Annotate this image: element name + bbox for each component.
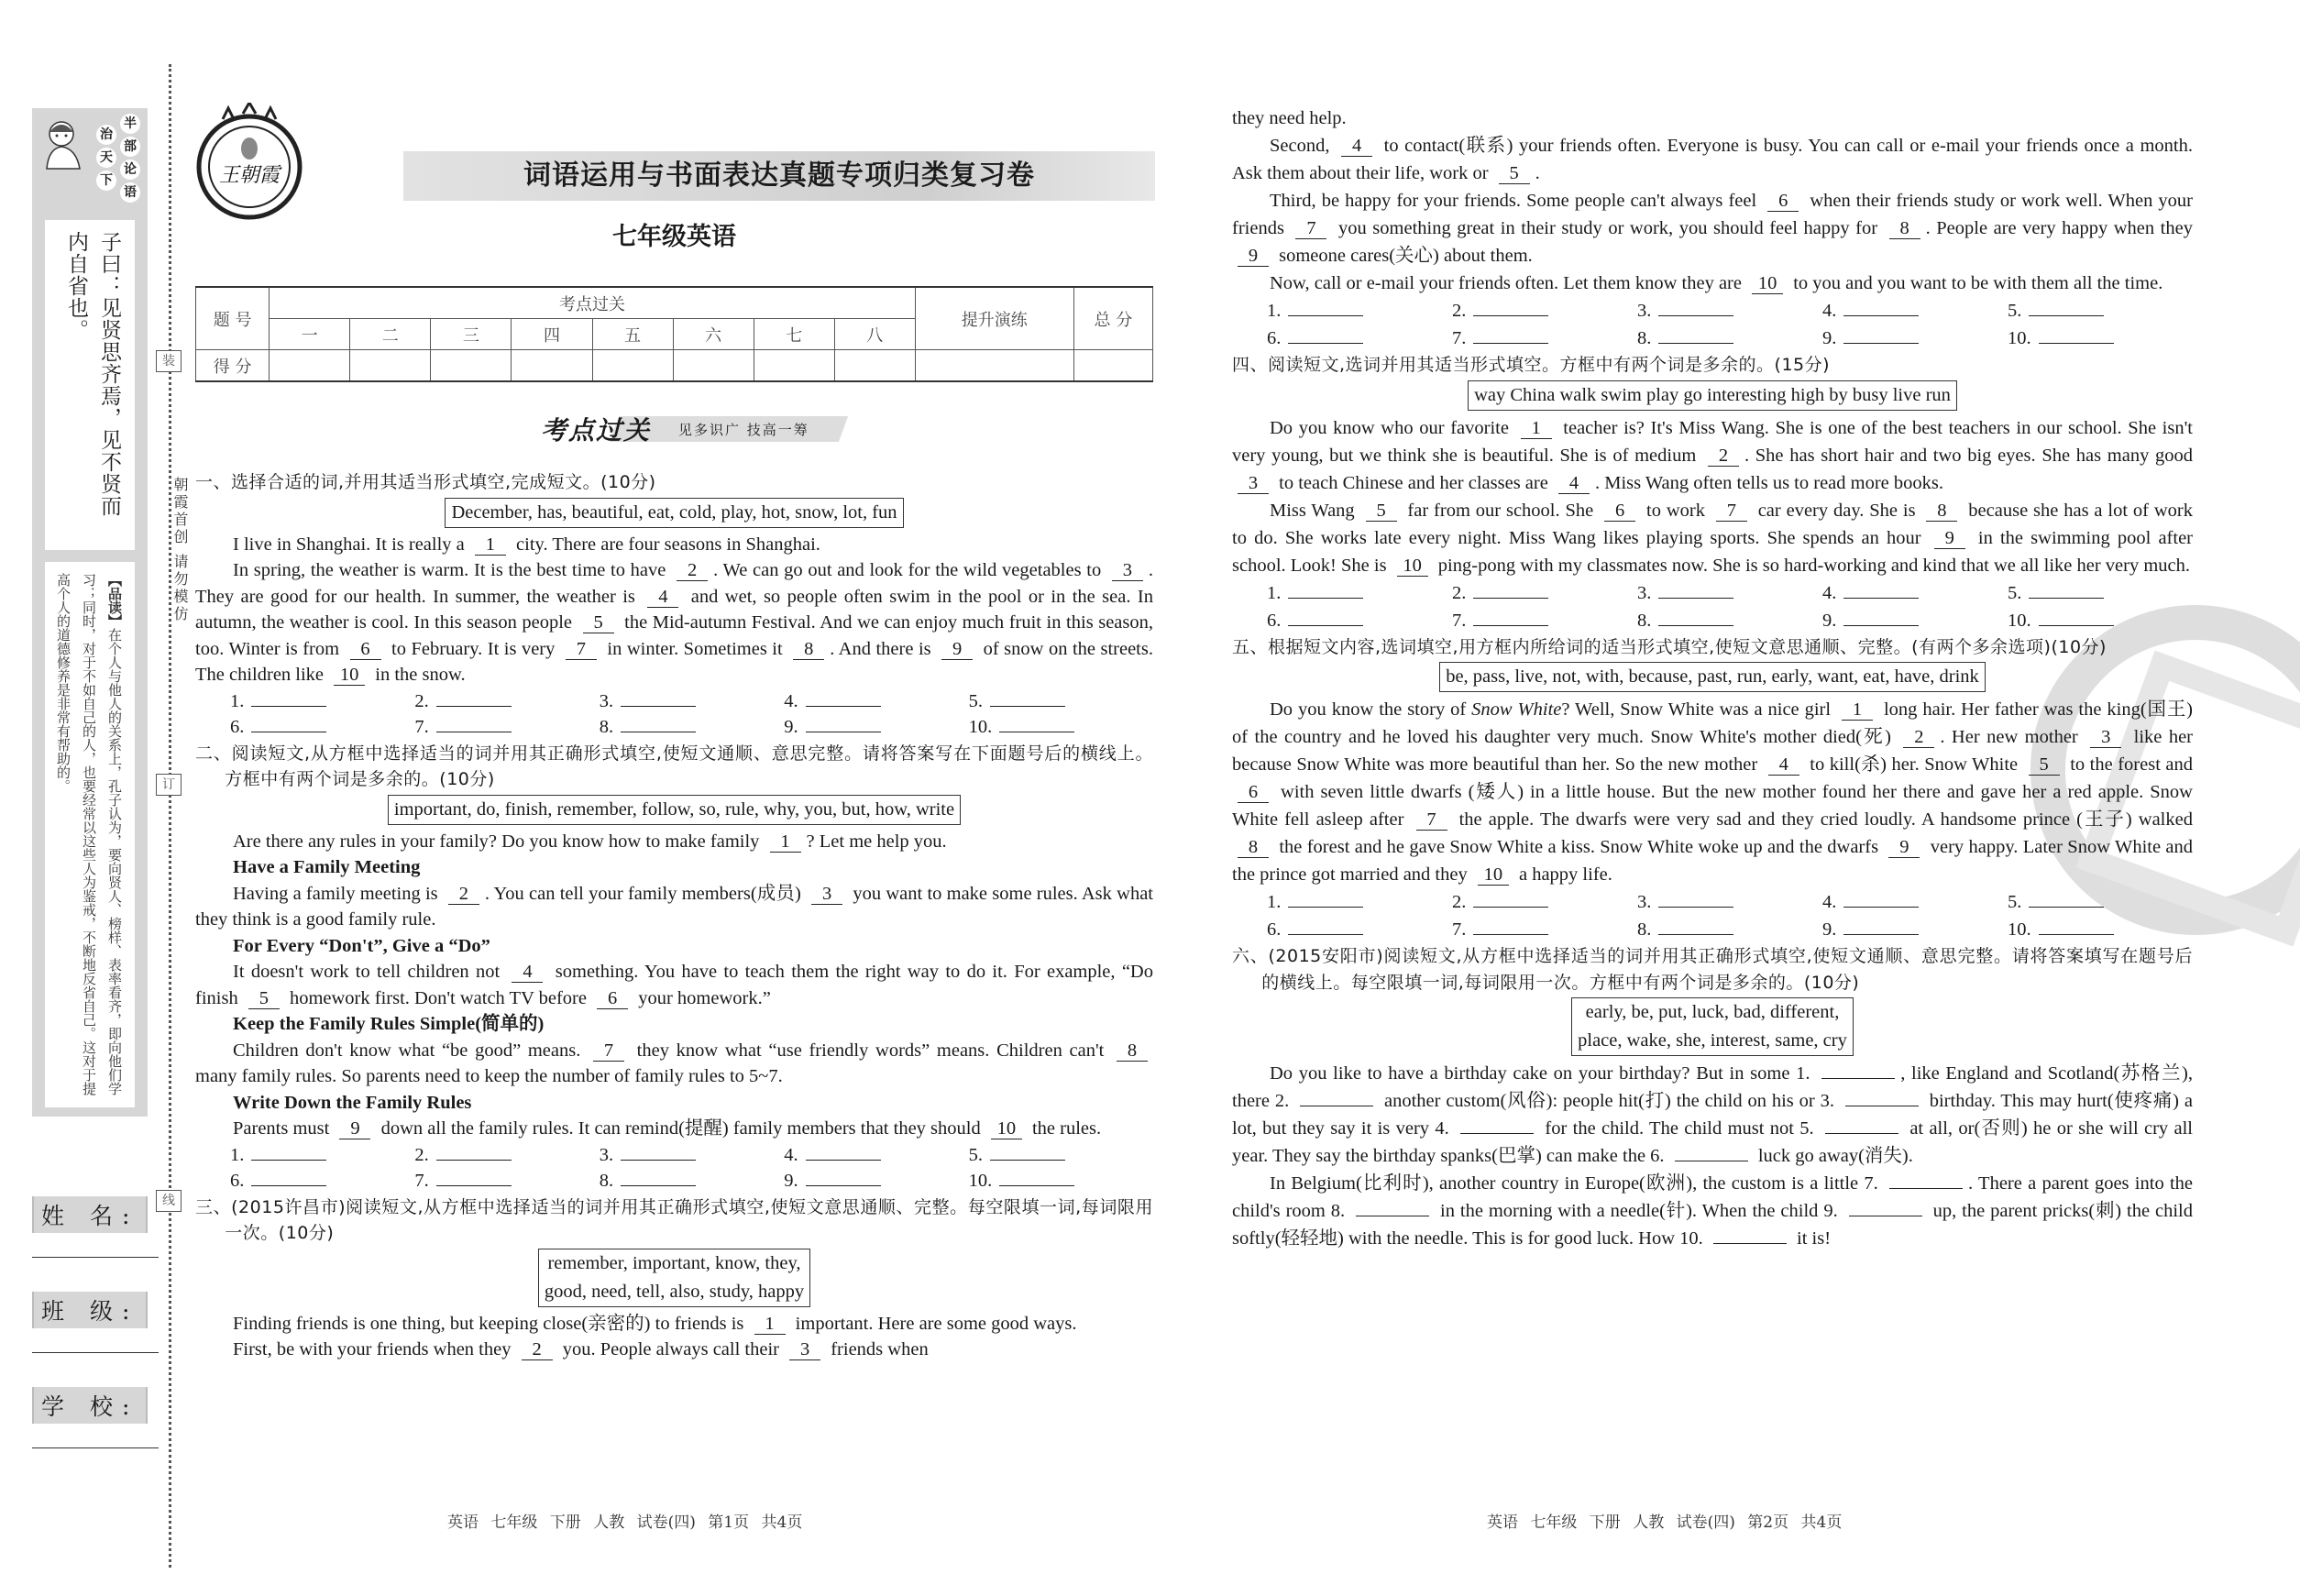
- answer-blank[interactable]: 3: [1238, 473, 1269, 494]
- answer-slot[interactable]: 2.: [1452, 579, 1637, 607]
- answer-slot[interactable]: 8.: [1637, 916, 1822, 943]
- answer-slot[interactable]: 1.: [230, 688, 414, 715]
- answer-blank[interactable]: 7: [593, 1040, 624, 1062]
- answer-slot[interactable]: 2.: [1452, 297, 1637, 325]
- word-bank-line: remember, important, know, they,: [547, 1252, 801, 1273]
- answer-line[interactable]: [806, 715, 881, 732]
- answer-blank[interactable]: 3: [1112, 560, 1143, 581]
- score-cell[interactable]: [512, 350, 592, 382]
- answer-slot[interactable]: 4.: [784, 688, 968, 715]
- passage-paragraph: Miss Wang 5 far from our school. She 6 to work 7 car every day. She is 8 because she has a lot of work to do. She works late every night. Miss Wang likes playing sports. She spends an hour 9 in the swimming pool after school. Look! She is 10 ping-pong with my classmates now. She is so hard-working and kind that we all like her very much.: [1232, 500, 2194, 576]
- section-column-1: 一: [270, 319, 350, 350]
- reading-label: 【品读】: [106, 573, 123, 628]
- score-cell[interactable]: [673, 350, 754, 382]
- answer-line[interactable]: [436, 689, 512, 707]
- answer-row: [195, 1142, 1153, 1194]
- passage-paragraph: Do you know the story of Snow White? Well, Snow White was a nice girl 1 long hair. Her father was the king(国王) of the country and he loved his daughter very much. Snow White's mother died(死) 2 . Her new mother 3 like her because Snow White was more beautiful than her. So the new mother 4 to kill(杀) her. Snow White 5 to the forest and 6 with seven little dwarfs (矮人) in a little house. But the new mother found her there and gave her a red apple. Snow White fell asleep after 7 the apple. The dwarfs were very sad and they cried loudly. A handsome prince (王子) walked 8 the forest and he gave Snow White a kiss. Snow White woke up and the dwarfs 9 very happy. Later Snow White and the prince got married and they 10 a happy life.: [1232, 699, 2194, 885]
- answer-slot[interactable]: 5.: [969, 1142, 1153, 1169]
- answer-line[interactable]: [999, 1169, 1074, 1186]
- passage-paragraph: In spring, the weather is warm. It is the best time to have 2 . We can go out and look for the wild vegetables to 3 . They are good for our health. In summer, the weather is 4 and wet, so people often swim in the pool or in the sea. In autumn, the weather is cool. In this season people 5 the Mid-autumn Festival. And we can enjoy much fruit in this season, too. Winter is from 6 to February. It is very 7 in winter. Sometimes it 8 . And there is 9 of snow on the streets. The children like 10 in the snow.: [195, 560, 1154, 685]
- subheading: Keep the Family Rules Simple(简单的): [233, 1014, 545, 1034]
- answer-line[interactable]: [621, 689, 696, 707]
- answer-blank[interactable]: 1: [770, 831, 801, 853]
- answer-slot[interactable]: 7.: [1452, 916, 1637, 943]
- answer-blank[interactable]: 1: [1521, 418, 1552, 439]
- answer-blank[interactable]: 3: [2090, 727, 2121, 748]
- answer-blank[interactable]: 2: [522, 1339, 553, 1360]
- answer-slot[interactable]: 1.: [230, 1142, 414, 1169]
- group-label: 考点过关: [270, 287, 916, 319]
- answer-blank[interactable]: 6: [1238, 782, 1269, 803]
- passage-paragraph: Are there any rules in your family? Do you know how to make family 1 ? Let me help you.: [233, 831, 947, 852]
- answer-line[interactable]: [806, 1143, 881, 1161]
- answer-line[interactable]: [621, 1143, 696, 1161]
- answer-row: [1232, 297, 2193, 352]
- answer-line[interactable]: [2029, 581, 2104, 599]
- answer-blank[interactable]: 5: [583, 612, 614, 633]
- passage-paragraph: I live in Shanghai. It is really a 1 city. There are four seasons in Shanghai.: [233, 534, 820, 555]
- answer-line[interactable]: [1288, 918, 1363, 935]
- motto-char: 语: [120, 182, 140, 203]
- motto-char: 治: [96, 125, 116, 145]
- section-column-3: 三: [431, 319, 512, 350]
- reading-box: [45, 562, 135, 1107]
- motto-char: 部: [120, 137, 140, 157]
- answer-line[interactable]: [251, 715, 326, 732]
- answer-slot[interactable]: 5.: [2008, 579, 2193, 607]
- score-cell[interactable]: [834, 350, 915, 382]
- banner-title: 考点过关: [541, 415, 652, 446]
- answer-slot[interactable]: 9.: [784, 714, 968, 741]
- passage-paragraph: First, be with your friends when they 2 you. People always call their 3 friends when: [233, 1339, 929, 1359]
- answer-blank[interactable]: 2: [1903, 727, 1934, 748]
- answer-slot[interactable]: 8.: [1637, 325, 1822, 352]
- answer-line[interactable]: [2029, 890, 2104, 908]
- word-bank: [1232, 380, 2193, 411]
- answer-slot[interactable]: 3.: [600, 1142, 784, 1169]
- answer-slot[interactable]: 10.: [2008, 607, 2193, 634]
- word-bank-box: [1468, 380, 1957, 411]
- answer-blank[interactable]: 4: [1768, 754, 1799, 776]
- answer-slot[interactable]: 2.: [414, 688, 599, 715]
- answer-line[interactable]: [1288, 581, 1363, 599]
- word-bank-line: good, need, tell, also, study, happy: [544, 1281, 805, 1302]
- confucius-cartoon-icon: [39, 116, 89, 171]
- subheading: For Every “Don't”, Give a “Do”: [233, 935, 490, 956]
- answer-line[interactable]: [1473, 609, 1548, 626]
- passage-paragraph: Finding friends is one thing, but keeping close(亲密的) to friends is 1 important. Here are some good ways.: [233, 1313, 1077, 1334]
- answer-line[interactable]: [1843, 890, 1919, 908]
- passage-paragraph: In Belgium(比利时), another country in Europe(欧洲), the custom is a little 7. . There a parent goes into the child's room 8. in the morning with a needle(针). When the child 9. up, the parent pricks(刺) the child softly(轻轻地) with the needle. This is for good luck. How 10. it is!: [1232, 1173, 2193, 1249]
- score-cell[interactable]: [431, 350, 512, 382]
- binding-mark-ding: 订: [156, 774, 182, 796]
- passage-paragraph: they need help.: [1232, 108, 1347, 128]
- answer-slot[interactable]: 9.: [1822, 325, 2008, 352]
- answer-line[interactable]: [1658, 299, 1733, 316]
- answer-line[interactable]: [2039, 918, 2114, 935]
- answer-line[interactable]: [1843, 609, 1919, 626]
- class-line[interactable]: [32, 1352, 159, 1353]
- passage-paragraph: Having a family meeting is 2 . You can tell your family members(成员) 3 you want to make some rules. Ask what they think is a good family rule.: [195, 883, 1153, 930]
- answer-line[interactable]: [251, 1169, 326, 1186]
- passage-paragraph: Third, be happy for your friends. Some people can't always feel 6 when their friends study or work well. When your friends 7 you something great in their study or work, you should feel happy for 8 . People are very happy when they 9 someone cares(关心) about them.: [1232, 191, 2193, 266]
- binding-dotted-line: [169, 64, 171, 1568]
- answer-line[interactable]: [990, 1143, 1065, 1161]
- answer-line[interactable]: [1658, 581, 1733, 599]
- score-cell[interactable]: [350, 350, 431, 382]
- answer-blank[interactable]: 1: [1842, 699, 1873, 721]
- copyright-notice: 朝霞首创 请勿模仿: [171, 477, 189, 624]
- answer-slot[interactable]: 9.: [1822, 607, 2008, 634]
- answer-blank[interactable]: 6: [350, 639, 381, 660]
- name-label: 姓 名:: [32, 1196, 148, 1233]
- answer-line[interactable]: [806, 1169, 881, 1186]
- section-heading: 一、选择合适的词,并用其适当形式填空,完成短文。(10分): [195, 472, 656, 492]
- passage-paragraph: Do you like to have a birthday cake on your birthday? But in some 1. , like England and Scotland(苏格兰), there 2. another custom(风俗): people hit(打) the child on his or 3. birthday. This may hurt(使疼痛) a lot, but they say it is very 4. for the child. The child must not 5. at all, or(否则) he or she will cry all year. They say the birthday spanks(巴掌) can make the 6. luck go away(消失).: [1232, 1063, 2193, 1166]
- answer-line[interactable]: [1473, 326, 1548, 344]
- answer-blank[interactable]: 8: [1238, 837, 1269, 858]
- section-heading: 三、(2015许昌市)阅读短文,从方框中选择适当的词并用其正确形式填空,使短文意思通顺、完整。每空限填一词,每词限用一次。(10分): [195, 1196, 1153, 1243]
- answer-slot[interactable]: 9.: [1822, 916, 2008, 943]
- answer-blank[interactable]: [1713, 1243, 1787, 1244]
- passage-paragraph: Second, 4 to contact(联系) your friends often. Everyone is busy. You can call or e-mail your friends once a month. Ask them about their life, work or 5 .: [1232, 136, 2193, 183]
- answer-line[interactable]: [1288, 890, 1363, 908]
- answer-blank[interactable]: 10: [1752, 273, 1783, 294]
- section-heading: 二、阅读短文,从方框中选择适当的词并用其正确形式填空,使短文通顺、意思完整。请将答案写在下面题号后的横线上。方框中有两个词是多余的。(10分): [195, 743, 1153, 789]
- motto-char: 下: [96, 171, 116, 191]
- answer-blank[interactable]: 8: [793, 639, 824, 660]
- word-bank-box: [388, 795, 961, 825]
- answer-slot[interactable]: 9.: [784, 1168, 968, 1194]
- word-bank-line: December, has, beautiful, eat, cold, play, hot, snow, lot, fun: [451, 501, 897, 523]
- answer-line[interactable]: [1473, 581, 1548, 599]
- class-field[interactable]: [32, 1292, 159, 1328]
- section-column-2: 二: [350, 319, 431, 350]
- answer-line[interactable]: [2029, 299, 2104, 316]
- answer-blank[interactable]: [1821, 1078, 1895, 1079]
- answer-slot[interactable]: 7.: [414, 714, 599, 741]
- word-bank: [195, 498, 1153, 528]
- answer-line[interactable]: [1473, 890, 1548, 908]
- section-column-8: 八: [834, 319, 915, 350]
- answer-line[interactable]: [621, 715, 696, 732]
- answer-line[interactable]: [1658, 918, 1733, 935]
- brand-logo: [195, 103, 303, 220]
- answer-row: [195, 688, 1153, 741]
- section-column-5: 五: [592, 319, 673, 350]
- answer-blank[interactable]: 7: [566, 639, 597, 660]
- answer-slot[interactable]: 10.: [969, 1168, 1153, 1194]
- answer-blank[interactable]: 4: [1558, 473, 1590, 494]
- answer-blank[interactable]: 5: [1366, 501, 1397, 522]
- answer-slot[interactable]: 8.: [600, 1168, 784, 1194]
- answer-blank[interactable]: 6: [597, 988, 628, 1009]
- answer-line[interactable]: [1843, 299, 1919, 316]
- answer-line[interactable]: [1843, 326, 1919, 344]
- answer-blank[interactable]: 6: [1604, 501, 1635, 522]
- score-cell[interactable]: [592, 350, 673, 382]
- answer-slot[interactable]: 3.: [1637, 579, 1822, 607]
- answer-slot[interactable]: 6.: [230, 714, 414, 741]
- right-column: [1232, 105, 2193, 1252]
- answer-blank[interactable]: 4: [1341, 136, 1372, 157]
- section-heading: 四、阅读短文,选词并用其适当形式填空。方框中有两个词是多余的。(15分): [1232, 355, 1831, 375]
- answer-slot[interactable]: 1.: [1267, 297, 1452, 325]
- passage-paragraph: Do you know who our favorite 1 teacher is? It's Miss Wang. She is one of the best teachers in our school. She isn't very young, but we think she is beautiful. She is of medium 2 . She has short hair and two big eyes. She has many good 3 to teach Chinese and her classes are 4 . Miss Wang often tells us to read more books.: [1232, 417, 2193, 493]
- answer-slot[interactable]: 6.: [1267, 916, 1452, 943]
- answer-blank[interactable]: 4: [647, 587, 678, 608]
- answer-slot[interactable]: 4.: [784, 1142, 968, 1169]
- answer-slot[interactable]: 2.: [414, 1142, 599, 1169]
- italic-title: Snow White: [1471, 699, 1562, 720]
- passage-paragraph: Children don't know what “be good” means. 7 they know what “use friendly words” means. Children can't 8 many family rules. So parents need to keep the number of family rules to 5~7.: [195, 1038, 1153, 1090]
- confucius-quote: 子曰：见贤思齐焉，见不贤而内自省也。: [64, 231, 121, 517]
- answer-blank[interactable]: 1: [754, 1314, 786, 1335]
- answer-blank[interactable]: [1825, 1133, 1898, 1134]
- answer-blank[interactable]: [1889, 1188, 1963, 1189]
- answer-line[interactable]: [1288, 326, 1363, 344]
- answer-slot[interactable]: 4.: [1822, 579, 2008, 607]
- answer-slot[interactable]: 10.: [2008, 325, 2193, 352]
- answer-line[interactable]: [436, 1169, 512, 1186]
- row-label-score: 得 分: [196, 350, 270, 382]
- answer-slot[interactable]: 3.: [600, 688, 784, 715]
- answer-blank[interactable]: 5: [1499, 163, 1530, 184]
- answer-blank[interactable]: 3: [789, 1339, 820, 1360]
- total-label: 总 分: [1073, 287, 1152, 350]
- word-bank-box: [445, 498, 903, 528]
- answer-line[interactable]: [1288, 609, 1363, 626]
- answer-blank[interactable]: 2: [1708, 446, 1739, 467]
- answer-slot[interactable]: 7.: [1452, 607, 1637, 634]
- answer-line[interactable]: [251, 689, 326, 707]
- answer-blank[interactable]: 3: [811, 884, 842, 905]
- answer-blank[interactable]: 5: [2029, 754, 2060, 776]
- answer-slot[interactable]: 6.: [1267, 607, 1452, 634]
- answer-blank[interactable]: 1: [475, 534, 506, 556]
- answer-slot[interactable]: 4.: [1822, 888, 2008, 916]
- class-label: 班 级:: [32, 1292, 148, 1328]
- section-column-6: 六: [673, 319, 754, 350]
- answer-blank[interactable]: 10: [991, 1118, 1022, 1139]
- answer-slot[interactable]: 7.: [1452, 325, 1637, 352]
- answer-blank[interactable]: 10: [334, 665, 365, 686]
- answer-blank[interactable]: 9: [339, 1118, 370, 1139]
- name-field[interactable]: [32, 1196, 159, 1233]
- section-column-7: 七: [754, 319, 834, 350]
- footer-page-2: 英语 七年级 下册 人教 试卷(四) 第2页 共4页: [1487, 1513, 1843, 1532]
- word-bank-line: important, do, finish, remember, follow, so, rule, why, you, but, how, write: [393, 798, 955, 820]
- answer-line[interactable]: [2039, 609, 2114, 626]
- score-table: [195, 286, 1153, 382]
- word-bank-line: early, be, put, luck, bad, different,: [1585, 1002, 1840, 1022]
- sidebar-panel: [32, 108, 148, 1117]
- answer-line[interactable]: [251, 1143, 326, 1161]
- word-bank-box: [538, 1249, 810, 1307]
- answer-line[interactable]: [1843, 918, 1919, 935]
- answer-line[interactable]: [1843, 581, 1919, 599]
- passage-paragraph: Parents must 9 down all the family rules. It can remind(提醒) family members that they should 10 the rules.: [233, 1118, 1102, 1139]
- answer-line[interactable]: [999, 715, 1074, 732]
- section-heading: 六、(2015安阳市)阅读短文,从方框中选择适当的词并用其正确形式填空,使短文通顺、意思完整。请将答案填写在题号后的横线上。每空限填一词,每词限用一次。方框中有两个词是多余的。(10分): [1232, 946, 2193, 993]
- answer-line[interactable]: [1658, 609, 1733, 626]
- answer-line[interactable]: [436, 715, 512, 732]
- answer-slot[interactable]: 6.: [230, 1168, 414, 1194]
- reading-text: [50, 573, 127, 1095]
- motto-char: 半: [120, 114, 140, 134]
- left-column: [195, 469, 1153, 1363]
- answer-slot[interactable]: 5.: [969, 688, 1153, 715]
- logo-text: 王朝霞: [218, 164, 281, 187]
- word-bank: [195, 795, 1153, 825]
- answer-blank[interactable]: 4: [512, 962, 543, 983]
- answer-slot[interactable]: 6.: [1267, 325, 1452, 352]
- answer-slot[interactable]: 5.: [2008, 888, 2193, 916]
- answer-line[interactable]: [1473, 299, 1548, 316]
- answer-blank[interactable]: 9: [1888, 837, 1920, 858]
- subheading: Have a Family Meeting: [233, 857, 421, 877]
- quote-box: [45, 220, 135, 550]
- answer-blank[interactable]: 6: [1767, 191, 1799, 212]
- answer-slot[interactable]: 3.: [1637, 888, 1822, 916]
- answer-blank[interactable]: 7: [1416, 809, 1447, 831]
- section-banner: [541, 411, 857, 446]
- answer-slot[interactable]: 1.: [1267, 579, 1452, 607]
- answer-blank[interactable]: 9: [1934, 528, 1965, 549]
- answer-line[interactable]: [2039, 326, 2114, 344]
- score-cell[interactable]: [915, 350, 1073, 382]
- word-bank-line: be, pass, live, not, with, because, past, run, early, want, eat, have, drink: [1446, 666, 1979, 687]
- word-bank-box: [1439, 662, 1986, 692]
- answer-row: [1232, 579, 2193, 634]
- answer-line[interactable]: [990, 689, 1065, 707]
- extra-label: 提升演练: [915, 287, 1073, 350]
- answer-slot[interactable]: 5.: [2008, 297, 2193, 325]
- answer-row: [1232, 888, 2193, 943]
- section-heading: 五、根据短文内容,选词填空,用方框内所给词的适当形式填空,使短文意思通顺、完整。(有两个多余选项)(10分): [1232, 636, 2107, 657]
- answer-blank[interactable]: [1460, 1133, 1534, 1134]
- page-title: 词语运用与书面表达真题专项归类复习卷: [523, 160, 1035, 192]
- answer-blank[interactable]: 10: [1397, 556, 1428, 577]
- page-subtitle: 七年级英语: [612, 223, 736, 251]
- motto-char: 天: [96, 148, 116, 168]
- motto-char: 论: [120, 160, 140, 180]
- subheading: Write Down the Family Rules: [233, 1092, 472, 1113]
- score-cell[interactable]: [754, 350, 834, 382]
- word-bank-box: [1571, 997, 1854, 1056]
- school-label: 学 校:: [32, 1387, 148, 1424]
- binding-mark-zhuang: 装: [156, 350, 182, 372]
- footer-page-1: 英语 七年级 下册 人教 试卷(四) 第1页 共4页: [447, 1513, 803, 1532]
- answer-line[interactable]: [436, 1143, 512, 1161]
- answer-blank[interactable]: 7: [1716, 501, 1747, 522]
- answer-blank[interactable]: 7: [1295, 218, 1326, 239]
- score-cell[interactable]: [1073, 350, 1152, 382]
- word-bank: [1232, 997, 2193, 1056]
- binding-mark-xian: 线: [156, 1190, 182, 1212]
- score-cell[interactable]: [270, 350, 350, 382]
- answer-blank[interactable]: 9: [941, 639, 973, 660]
- answer-slot[interactable]: 10.: [969, 714, 1153, 741]
- answer-line[interactable]: [1658, 890, 1733, 908]
- passage-paragraph: It doesn't work to tell children not 4 something. You have to teach them the right way to do it. For example, “Do finish 5 homework first. Don't watch TV before 6 your homework.”: [195, 962, 1153, 1008]
- answer-blank[interactable]: 10: [1478, 864, 1509, 886]
- answer-line[interactable]: [1473, 918, 1548, 935]
- answer-line[interactable]: [1658, 326, 1733, 344]
- reading-body: 在个人与他人的关系上，孔子认为，要向贤人、榜样、表率看齐，即向他们学习；同时，对于不如自己的人，也要经常以这些人为鉴戒，不断地反省自己。这对于提高个人的道德修养是非常有帮助的。: [55, 573, 123, 1095]
- word-bank: [1232, 662, 2193, 692]
- answer-slot[interactable]: 8.: [1637, 607, 1822, 634]
- answer-line[interactable]: [621, 1169, 696, 1186]
- answer-slot[interactable]: 1.: [1267, 888, 1452, 916]
- word-bank: [195, 1249, 1153, 1307]
- name-line[interactable]: [32, 1257, 159, 1258]
- answer-blank[interactable]: 8: [1889, 218, 1920, 239]
- answer-blank[interactable]: 2: [677, 560, 708, 581]
- school-field[interactable]: [32, 1387, 159, 1424]
- word-bank-line: way China walk swim play go interesting high by busy live run: [1474, 384, 1951, 405]
- answer-slot[interactable]: 7.: [414, 1168, 599, 1194]
- row-label-number: 题 号: [196, 287, 270, 350]
- answer-slot[interactable]: 8.: [600, 714, 784, 741]
- answer-blank[interactable]: 8: [1117, 1040, 1148, 1062]
- answer-blank[interactable]: 2: [448, 884, 479, 905]
- answer-blank[interactable]: 5: [248, 988, 280, 1009]
- answer-blank[interactable]: 9: [1238, 246, 1269, 267]
- answer-slot[interactable]: 3.: [1637, 297, 1822, 325]
- school-line[interactable]: [32, 1447, 159, 1448]
- passage-paragraph: Now, call or e-mail your friends often. Let them know they are 10 to you and you want to be with them all the time.: [1270, 273, 2163, 293]
- answer-line[interactable]: [1288, 299, 1363, 316]
- answer-blank[interactable]: 8: [1926, 501, 1957, 522]
- answer-slot[interactable]: 2.: [1452, 888, 1637, 916]
- word-bank-line: place, wake, she, interest, same, cry: [1578, 1030, 1847, 1051]
- banner-slogan: 见多识广 技高一筹: [678, 422, 809, 438]
- answer-slot[interactable]: 10.: [2008, 916, 2193, 943]
- section-column-4: 四: [512, 319, 592, 350]
- answer-slot[interactable]: 4.: [1822, 297, 2008, 325]
- answer-line[interactable]: [806, 689, 881, 707]
